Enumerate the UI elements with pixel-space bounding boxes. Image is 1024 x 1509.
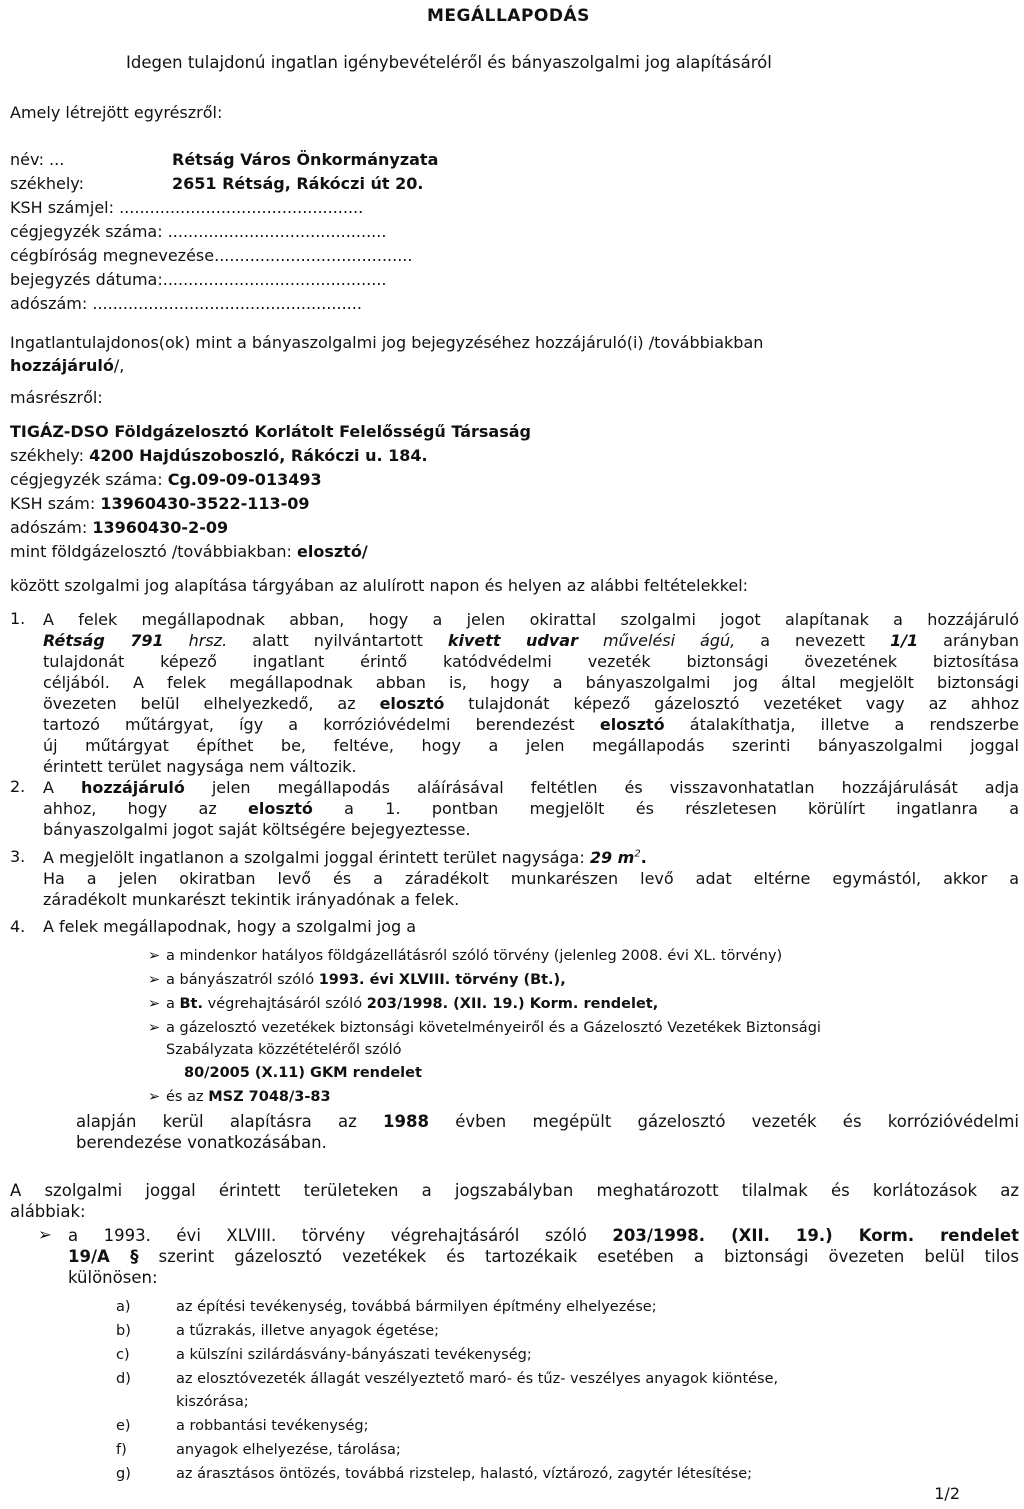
item1-ratio: 1/1 [890, 631, 919, 650]
item4-bullet2 [148, 970, 566, 990]
item1-l6c: átalakíthatja, illetve a rendszerbe [664, 715, 1020, 734]
party2-seat-value: 4200 Hajdúszoboszló, Rákóczi u. 184. [89, 446, 428, 465]
item2-contributor-term: hozzájáruló [80, 778, 185, 797]
party1-seat-label: székhely: [10, 174, 84, 193]
item3-body [43, 847, 1019, 910]
item1-line7: új műtárgyat építhet be, feltéve, hogy a jelen megállapodás szerinti bányaszolgalmi joggal [43, 736, 1019, 755]
item1-l5c: tulajdonát képező gázelosztó vezetéket vagy az ahhoz [444, 694, 1019, 713]
item3-area: 29 m [589, 848, 635, 867]
item4-bullet1-text: a mindenkor hatályos földgázellátásról szóló törvény (jelenleg 2008. évi XL. törvény) [166, 948, 783, 964]
item4-bullet5-a: és az [166, 1089, 209, 1105]
owner-paragraph-line1: Ingatlantulajdonos(ok) mint a bányaszolgalmi jog bejegyzéséhez hozzájáruló(i) /továbbiakban [10, 333, 764, 352]
restrictions-bullet-line1 [68, 1225, 1019, 1246]
party2-ksh-value: 13960430-3522-113-09 [100, 494, 310, 513]
party2-seat [10, 446, 428, 466]
item4-number: 4. [10, 917, 26, 936]
item2-l2c: a 1. pontban megjelölt és részletesen körülírt ingatlanra a [312, 799, 1019, 818]
item1-land-type: kivett udvar [447, 631, 578, 650]
item1-number: 1. [10, 609, 26, 628]
item1-line4: céljából. A felek megállapodnak abban is, hogy a bányaszolgalmi jog által megjelölt biztonsági [43, 673, 1019, 692]
item2-line2 [43, 798, 1019, 819]
item2-line1 [43, 777, 1019, 798]
item4-bullet5 [148, 1087, 331, 1107]
restriction-item [116, 1416, 369, 1436]
party1-name-value: Rétság Város Önkormányzata [172, 150, 439, 169]
party1-ksh-line: KSH számjel: ................................................ [10, 198, 364, 217]
item2-body [43, 777, 1019, 840]
item1-distributor-term: elosztó [379, 694, 445, 713]
restrictions-line1: A szolgalmi joggal érintett területeken a jogszabályban meghatározott tilalmak és korlátozások az [10, 1181, 1019, 1200]
item4-after [76, 1111, 1019, 1153]
arrow-icon: ➢ [148, 1089, 161, 1105]
restriction-item-letter: b) [116, 1323, 131, 1339]
party1-reg-line: cégjegyzék száma: ........................................... [10, 222, 387, 241]
restrictions-bullet-line3: különösen: [68, 1268, 158, 1287]
party1-date-line: bejegyzés dátuma:............................................ [10, 270, 387, 289]
item1-line2 [43, 630, 1019, 651]
restrictions-bullet-a: a 1993. évi XLVIII. törvény végrehajtásáról szóló [68, 1226, 613, 1245]
item4-bullet4 [148, 1018, 821, 1038]
item2-distributor-term: elosztó [248, 799, 313, 818]
restriction-item-text: kiszórása; [176, 1394, 249, 1410]
document-subtitle: Idegen tulajdonú ingatlan igénybevételéről és bányaszolgalmi jog alapításáról [126, 53, 772, 72]
party1-seat-value: 2651 Rétság, Rákóczi út 20. [172, 174, 424, 193]
item1-distributor-term-2: elosztó [599, 715, 665, 734]
owner-paragraph-tail: /, [113, 356, 125, 375]
party1-name-label: név: ... [10, 150, 65, 169]
party2-reg [10, 470, 322, 490]
party2-tax-label: adószám: [10, 518, 93, 537]
restriction-item-text: a külszíni szilárdásvány-bányászati tevékenység; [176, 1347, 532, 1363]
restriction-item-letter: d) [116, 1371, 131, 1387]
arrow-icon: ➢ [148, 1020, 161, 1036]
restriction-item-letter: e) [116, 1418, 131, 1434]
restriction-item-text: az elosztóvezeték állagát veszélyeztető maró- és tűz- veszélyes anyagok kiöntése, [176, 1371, 779, 1387]
item4-bullet3-a: a [166, 996, 180, 1012]
item3-area-sup: 2 [634, 848, 641, 860]
party2-reg-value: Cg.09-09-013493 [167, 470, 322, 489]
restriction-item-letter: a) [116, 1299, 131, 1315]
item4-bullet4-line3: 80/2005 (X.11) GKM rendelet [184, 1065, 422, 1081]
restriction-item-letter: f) [116, 1442, 127, 1458]
party1-court-line: cégbíróság megnevezése....................................... [10, 246, 413, 265]
item3-l1a: A megjelölt ingatlanon a szolgalmi joggal érintett terület nagysága: [43, 848, 590, 867]
item1-line8: érintett terület nagysága nem változik. [43, 757, 357, 776]
item4-bullet4-line1: a gázelosztó vezetékek biztonsági követelményeiről és a Gázelosztó Vezetékek Biztonsági [166, 1020, 821, 1036]
restrictions-line2: alábbiak: [10, 1202, 86, 1221]
item1-plot: Rétság 791 [43, 631, 164, 650]
item1-line5 [43, 693, 1019, 714]
restriction-item [116, 1345, 532, 1365]
restriction-item-text: az építési tevékenység, továbbá bármilyen építmény elhelyezése; [176, 1299, 657, 1315]
owner-paragraph-line2 [10, 356, 124, 376]
item4-after-a: alapján kerül alapításra az [76, 1112, 384, 1131]
item1-l5a: övezeten belül elhelyezkedő, az [43, 694, 380, 713]
item4-after-line2: berendezése vonatkozásában. [76, 1133, 327, 1152]
item4-bullet1 [148, 946, 782, 966]
item1-text-c: alatt nyilvántartott [227, 631, 448, 650]
item4-line1: A felek megállapodnak, hogy a szolgalmi jog a [43, 917, 417, 936]
party2-reg-label: cégjegyzék száma: [10, 470, 168, 489]
item4-bullet3-c: végrehajtásáról szóló [203, 996, 367, 1012]
party1-tax-line: adószám: ..................................................... [10, 294, 362, 313]
item1-line6 [43, 714, 1019, 735]
item1-l6a: tartozó műtárgyat, így a korrózióvédelmi berendezést [43, 715, 600, 734]
party2-role [10, 542, 368, 562]
arrow-icon: ➢ [148, 972, 161, 988]
restriction-item-text: a robbantási tevékenység; [176, 1418, 369, 1434]
item1-text-f: a nevezett [735, 631, 891, 650]
item4-bullet3-bt: Bt. [179, 996, 203, 1012]
item2-l1a: A [43, 778, 81, 797]
item2-line3: bányaszolgalmi jogot saját költségére bejegyeztesse. [43, 820, 471, 839]
restriction-item-letter: c) [116, 1347, 130, 1363]
party1-intro: Amely létrejött egyrészről: [10, 103, 223, 122]
party2-tax-value: 13960430-2-09 [92, 518, 229, 537]
restriction-item [116, 1392, 249, 1412]
party2-seat-label: székhely: [10, 446, 90, 465]
restriction-item-text: az árasztásos öntözés, továbbá rizstelep, halastó, víztározó, zagytér létesítése; [176, 1466, 753, 1482]
item2-l1c: jelen megállapodás aláírásával feltétlen és visszavonhatatlan hozzájárulását adja [184, 778, 1020, 797]
party2-ksh-label: KSH szám: [10, 494, 101, 513]
arrow-icon: ➢ [148, 948, 161, 964]
restriction-item-letter: g) [116, 1466, 131, 1482]
restriction-item-text: a tűzrakás, illetve anyagok égetése; [176, 1323, 440, 1339]
item1-line3: tulajdonát képező ingatlant érintő katódvédelmi vezeték biztonsági övezetének biztosítása [43, 652, 1019, 671]
party2-role-term: elosztó/ [297, 542, 368, 561]
item4-bullet3-decree: 203/1998. (XII. 19.) Korm. rendelet, [366, 996, 659, 1012]
item2-number: 2. [10, 777, 26, 796]
restrictions-bullet-arrow: ➢ [38, 1225, 52, 1244]
item1-body [43, 609, 1019, 777]
item1-text-h: arányban [918, 631, 1020, 650]
item1-hrsz: hrsz. [163, 631, 228, 650]
item4-after-c: évben megépült gázelosztó vezeték és korrózióvédelmi [428, 1112, 1019, 1131]
restrictions-bullet-line2 [68, 1246, 1019, 1267]
party2-role-text: mint földgázelosztó /továbbiakban: [10, 542, 298, 561]
page-number: 1/2 [934, 1484, 960, 1503]
restrictions-section: 19/A § [68, 1247, 139, 1266]
restriction-item [116, 1297, 657, 1317]
item1-cultivation: művelési ágú, [578, 631, 736, 650]
document-title: MEGÁLLAPODÁS [427, 6, 590, 26]
party2-company: TIGÁZ-DSO Földgázelosztó Korlátolt Felelősségű Társaság [10, 422, 531, 441]
restriction-item [116, 1440, 401, 1460]
party2-tax [10, 518, 228, 538]
item4-year: 1988 [383, 1112, 429, 1131]
item4-bullet4-line2: Szabályzata közzétételéről szóló [166, 1042, 402, 1058]
restrictions-bullet [68, 1225, 1019, 1288]
item3-period: . [640, 848, 647, 867]
restriction-item-text: anyagok elhelyezése, tárolása; [176, 1442, 401, 1458]
restrictions-intro [10, 1180, 1019, 1222]
item3-line2: Ha a jelen okiratban levő és a záradékolt munkarészen levő adat eltérne egymástól, akkor a [43, 869, 1019, 888]
item3-line3: záradékolt munkarészt tekintik irányadónak a felek. [43, 890, 460, 909]
item3-number: 3. [10, 847, 26, 866]
party2-ksh [10, 494, 310, 514]
restriction-item [116, 1369, 778, 1389]
arrow-icon: ➢ [148, 996, 161, 1012]
between-line: között szolgalmi jog alapítása tárgyában az alulírott napon és helyen az alábbi feltételekkel: [10, 576, 749, 595]
item4-bullet2-law: 1993. évi XLVIII. törvény (Bt.), [318, 972, 566, 988]
item4-bullet3 [148, 994, 658, 1014]
other-side-label: másrészről: [10, 388, 103, 407]
restriction-item [116, 1321, 439, 1341]
item2-l2a: ahhoz, hogy az [43, 799, 249, 818]
item3-line1 [43, 847, 1019, 868]
item4-bullet2-text: a bányászatról szóló [166, 972, 319, 988]
item1-line1: A felek megállapodnak abban, hogy a jelen okirattal szolgalmi jogot alapítanak a hozzájáruló [43, 610, 1019, 629]
restrictions-bullet-line2-text: szerint gázelosztó vezetékek és tartozékaik esetében a biztonsági övezeten belül tilos [138, 1247, 1019, 1266]
restriction-item [116, 1464, 752, 1484]
restrictions-decree: 203/1998. (XII. 19.) Korm. rendelet [612, 1226, 1019, 1245]
item4-bullet5-standard: MSZ 7048/3-83 [208, 1089, 331, 1105]
owner-contributor-term: hozzájáruló [10, 356, 114, 375]
item4-after-line1 [76, 1111, 1019, 1132]
